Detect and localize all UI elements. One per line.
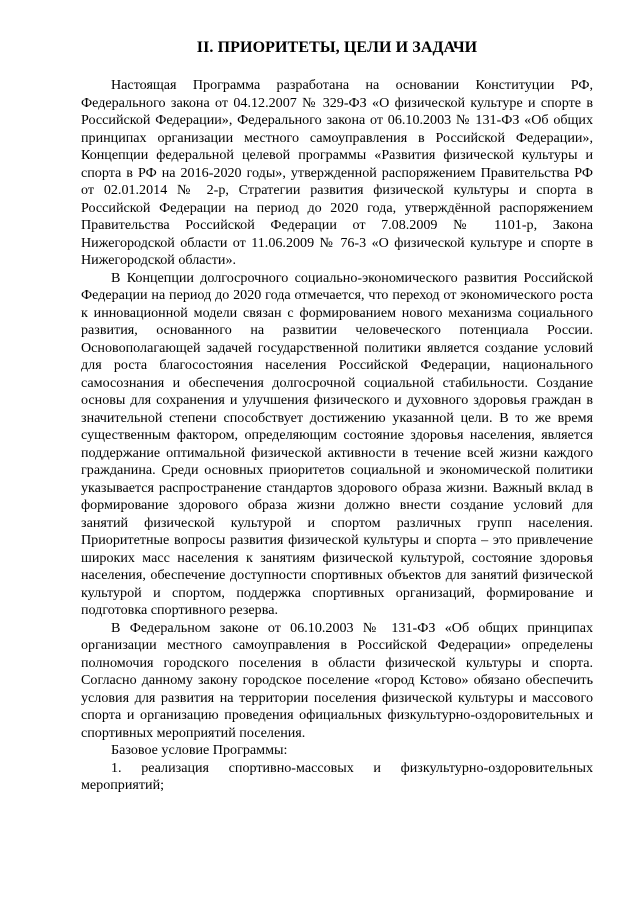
list-item: 1. реализация спортивно-массовых и физкультурно-оздоровительных мероприятий; [81,759,593,793]
document-page [81,38,593,795]
paragraph-base-condition: Базовое условие Программы: [111,742,288,758]
paragraph-concept: В Концепции долгосрочного социально-экономического развития Российской Федерации на период до 2020 года отмечается, что переход от экономического роста к инновационной модели связан с формированием нового механизма социального развития, основанного на развитии человеческого потенциала России. Основополагающей задачей государственной политики является создание условий для роста благосостояния населения Российской Федерации, национального самосознания и обеспечения долгосрочной социальной стабильности. Создание основы для сохранения и улучшения физического и духовного здоровья граждан в значительной степени способствует достижению указанной цели. В то же время существенным фактором, определяющим состояние здоровья населения, является поддержание оптимальной физической активности в течение всей жизни каждого гражданина. Среди основных приоритетов социальной и экономической политики указывается распространение стандартов здорового образа жизни. Важный вклад в формирование здорового образа жизни должно внести создание условий для занятий физической культурой и спортом различных групп населения. Приоритетные вопросы развития физической культуры и спорта – это привлечение широких масс населения к занятиям физической культурой, состояние здоровья населения, обеспечение доступности спортивных объектов для занятий физической культурой и спортом, поддержка спортивных организаций, формирование и подготовка спортивного резерва. [81,269,593,618]
section-heading: II. ПРИОРИТЕТЫ, ЦЕЛИ И ЗАДАЧИ [196,39,478,56]
paragraph-legal-basis: Настоящая Программа разработана на основании Конституции РФ, Федерального закона от 04.12.2007 № 329-ФЗ «О физической культуре и спорте в Российской Федерации», Федерального закона от 06.10.2003 № 131-ФЗ «Об общих принципах организации местного самоуправления в Российской Федерации», Концепции федеральной целевой программы «Развития физической культуры и спорта в РФ на 2016-2020 годы», утвержденной распоряжением Правительства РФ от 02.01.2014 № 2-р, Стратегии развития физической культуры и спорта в Российской Федерации на период до 2020 года, утверждённой распоряжением Правительства Российской Федерации от 7.08.2009 № 1101-р, Закона Нижегородской области от 11.06.2009 № 76-3 «О физической культуре и спорте в Нижегородской области». [81,77,593,268]
paragraph-federal-law: В Федеральном законе от 06.10.2003 № 131-ФЗ «Об общих принципах организации местного самоуправления в Российской Федерации» определены полномочия городского поселения в области физической культуры и спорта. Согласно данному закону городское поселение «город Кстово» обязано обеспечить условия для развития на территории поселения физической культуры и массового спорта и организацию проведения официальных физкультурно-оздоровительных и спортивных мероприятий поселения. [81,619,593,741]
